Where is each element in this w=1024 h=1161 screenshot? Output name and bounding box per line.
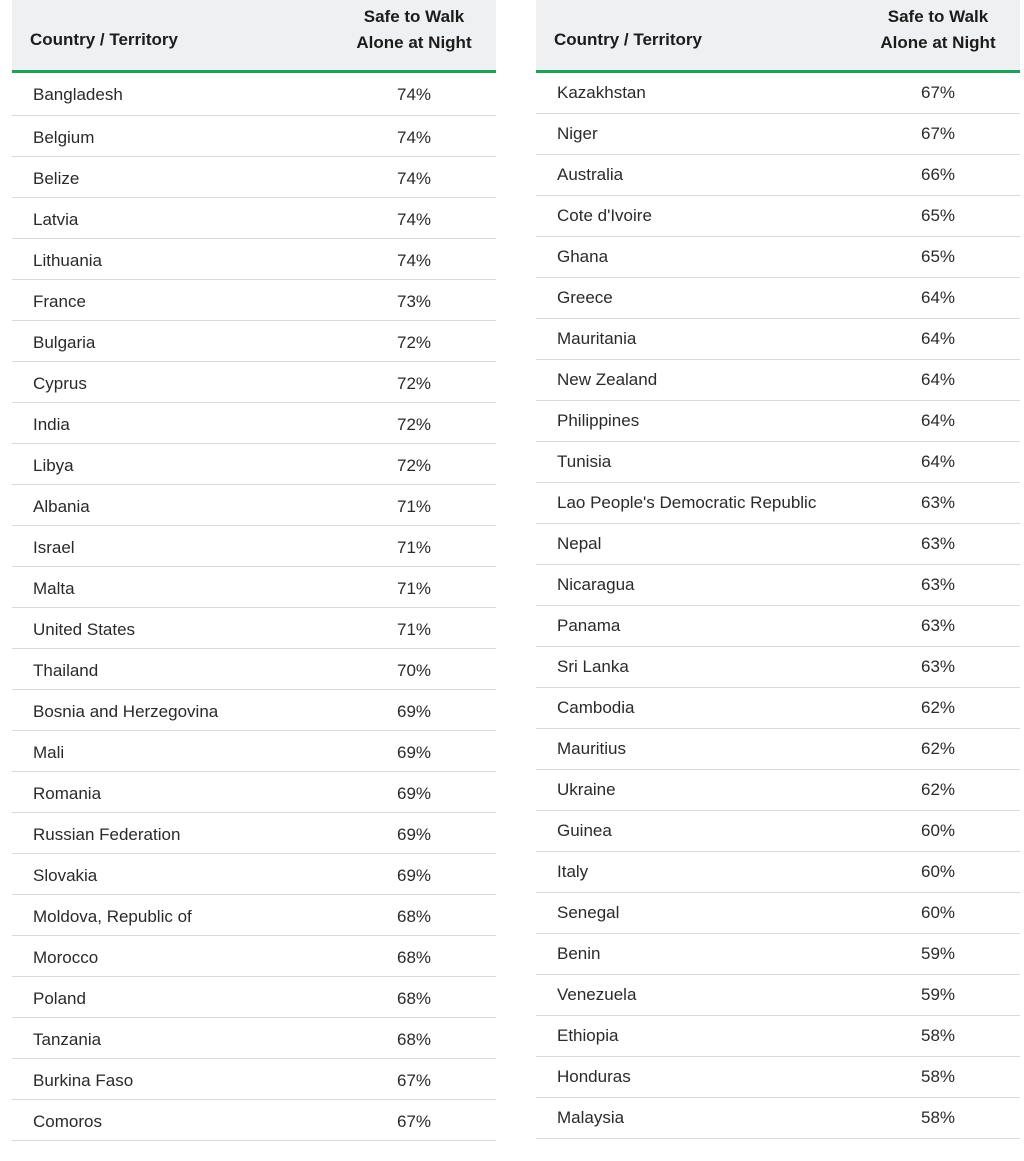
safety-value-cell: 68%: [396, 989, 432, 1008]
safety-value-cell: 63%: [920, 534, 956, 553]
country-cell: Mauritania: [557, 329, 637, 348]
table-row: [536, 1057, 1020, 1098]
table-row: [536, 360, 1020, 401]
table-row: [536, 196, 1020, 237]
safety-value-cell: 58%: [920, 1108, 956, 1127]
country-cell: Morocco: [33, 948, 99, 967]
safety-header-line2: Alone at Night: [880, 33, 996, 52]
left-table: [12, 0, 496, 1141]
table-row: [12, 116, 496, 157]
table-row: [536, 647, 1020, 688]
safety-value-cell: 60%: [920, 862, 956, 881]
country-cell: Israel: [33, 538, 75, 557]
safety-header-line2: Alone at Night: [356, 33, 472, 52]
safety-value-cell: 69%: [396, 702, 432, 721]
country-cell: Malta: [33, 579, 75, 598]
safety-value-cell: 71%: [396, 497, 432, 516]
country-column-header: Country / Territory: [30, 30, 178, 49]
country-cell: Australia: [557, 165, 624, 184]
safety-value-cell: 72%: [396, 374, 432, 393]
table-row: [12, 936, 496, 977]
country-cell: Mali: [33, 743, 65, 762]
safety-value-cell: 58%: [920, 1026, 956, 1045]
country-cell: Sri Lanka: [557, 657, 629, 676]
safety-value-cell: 73%: [396, 292, 432, 311]
table-row: [12, 854, 496, 895]
table-row: [12, 813, 496, 854]
table-row: [12, 362, 496, 403]
safety-value-cell: 67%: [920, 124, 956, 143]
table-row: [536, 524, 1020, 565]
country-cell: Nepal: [557, 534, 602, 553]
country-cell: Moldova, Republic of: [33, 907, 192, 926]
country-cell: Benin: [557, 944, 601, 963]
country-cell: Honduras: [557, 1067, 631, 1086]
safety-value-cell: 62%: [920, 698, 956, 717]
country-cell: Venezuela: [557, 985, 637, 1004]
table-row: [12, 649, 496, 690]
safety-value-cell: 67%: [920, 83, 956, 102]
safety-column-header: [328, 4, 500, 56]
country-cell: Greece: [557, 288, 613, 307]
country-cell: Philippines: [557, 411, 640, 430]
safety-header-line1: Safe to Walk: [887, 7, 989, 26]
country-cell: Slovakia: [33, 866, 98, 885]
safety-value-cell: 67%: [396, 1112, 432, 1131]
right-table-body: [536, 73, 1020, 1139]
safety-value-cell: 69%: [396, 784, 432, 803]
country-cell: Niger: [557, 124, 598, 143]
right-table-header: [536, 0, 1020, 73]
country-cell: Senegal: [557, 903, 620, 922]
safety-value-cell: 70%: [396, 661, 432, 680]
safety-value-cell: 60%: [920, 821, 956, 840]
country-cell: Belize: [33, 169, 80, 188]
safety-value-cell: 69%: [396, 825, 432, 844]
safety-value-cell: 59%: [920, 985, 956, 1004]
table-row: [536, 893, 1020, 934]
safety-column-header: [852, 4, 1024, 56]
table-row: [12, 73, 496, 116]
safety-value-cell: 68%: [396, 948, 432, 967]
safety-value-cell: 65%: [920, 247, 956, 266]
country-cell: Cambodia: [557, 698, 635, 717]
country-cell: Thailand: [33, 661, 99, 680]
safety-value-cell: 71%: [396, 579, 432, 598]
safety-value-cell: 68%: [396, 1030, 432, 1049]
table-row: [12, 1018, 496, 1059]
table-row: [536, 729, 1020, 770]
table-row: [536, 483, 1020, 524]
safety-value-cell: 65%: [920, 206, 956, 225]
table-row: [12, 239, 496, 280]
safety-value-cell: 74%: [396, 251, 432, 270]
country-cell: Nicaragua: [557, 575, 635, 594]
table-row: [12, 690, 496, 731]
table-row: [536, 934, 1020, 975]
country-cell: Comoros: [33, 1112, 102, 1131]
table-row: [536, 73, 1020, 114]
country-cell: India: [33, 415, 70, 434]
left-table-body: [12, 73, 496, 1141]
country-cell: Romania: [33, 784, 102, 803]
safety-value-cell: 64%: [920, 452, 956, 471]
table-row: [536, 606, 1020, 647]
country-cell: Albania: [33, 497, 90, 516]
country-cell: New Zealand: [557, 370, 658, 389]
table-row: [536, 688, 1020, 729]
safety-value-cell: 63%: [920, 657, 956, 676]
table-row: [536, 1098, 1020, 1139]
safety-value-cell: 68%: [396, 907, 432, 926]
country-cell: Russian Federation: [33, 825, 181, 844]
left-table-header: [12, 0, 496, 73]
table-row: [12, 731, 496, 772]
table-row: [536, 770, 1020, 811]
table-row: [536, 442, 1020, 483]
safety-value-cell: 72%: [396, 456, 432, 475]
country-cell: Burkina Faso: [33, 1071, 134, 1090]
safety-value-cell: 58%: [920, 1067, 956, 1086]
table-row: [12, 608, 496, 649]
country-cell: Belgium: [33, 128, 95, 147]
safety-value-cell: 72%: [396, 333, 432, 352]
table-row: [12, 198, 496, 239]
country-cell: Bangladesh: [33, 85, 123, 104]
country-cell: Kazakhstan: [557, 83, 646, 102]
table-row: [536, 565, 1020, 606]
country-cell: Poland: [33, 989, 86, 1008]
country-cell: France: [33, 292, 86, 311]
safety-value-cell: 63%: [920, 493, 956, 512]
safety-value-cell: 74%: [396, 128, 432, 147]
country-cell: Latvia: [33, 210, 79, 229]
country-cell: Lithuania: [33, 251, 103, 270]
country-cell: United States: [33, 620, 136, 639]
country-cell: Panama: [557, 616, 621, 635]
table-row: [12, 157, 496, 198]
country-column-header: Country / Territory: [554, 30, 702, 49]
table-row: [536, 811, 1020, 852]
country-cell: Malaysia: [557, 1108, 625, 1127]
safety-value-cell: 66%: [920, 165, 956, 184]
safety-value-cell: 67%: [396, 1071, 432, 1090]
safety-value-cell: 74%: [396, 85, 432, 104]
table-row: [12, 977, 496, 1018]
country-cell: Cyprus: [33, 374, 87, 393]
table-row: [536, 155, 1020, 196]
country-cell: Ethiopia: [557, 1026, 619, 1045]
country-cell: Italy: [557, 862, 589, 881]
safety-value-cell: 74%: [396, 169, 432, 188]
table-row: [12, 403, 496, 444]
safety-value-cell: 63%: [920, 575, 956, 594]
safety-value-cell: 71%: [396, 538, 432, 557]
table-row: [536, 319, 1020, 360]
table-row: [12, 567, 496, 608]
safety-value-cell: 64%: [920, 370, 956, 389]
safety-value-cell: 59%: [920, 944, 956, 963]
safety-value-cell: 63%: [920, 616, 956, 635]
table-row: [536, 852, 1020, 893]
table-row: [12, 321, 496, 362]
country-cell: Bulgaria: [33, 333, 96, 352]
country-cell: Cote d'Ivoire: [557, 206, 652, 225]
table-row: [12, 280, 496, 321]
table-row: [12, 485, 496, 526]
country-cell: Lao People's Democratic Republic: [557, 493, 817, 512]
country-cell: Libya: [33, 456, 74, 475]
safety-value-cell: 62%: [920, 739, 956, 758]
country-cell: Tunisia: [557, 452, 612, 471]
safety-value-cell: 69%: [396, 743, 432, 762]
table-row: [12, 526, 496, 567]
table-row: [536, 975, 1020, 1016]
table-row: [12, 1100, 496, 1141]
safety-value-cell: 64%: [920, 329, 956, 348]
table-row: [536, 278, 1020, 319]
safety-value-cell: 71%: [396, 620, 432, 639]
country-cell: Bosnia and Herzegovina: [33, 702, 219, 721]
safety-value-cell: 69%: [396, 866, 432, 885]
safety-value-cell: 60%: [920, 903, 956, 922]
right-table: [536, 0, 1020, 1139]
safety-value-cell: 64%: [920, 411, 956, 430]
country-cell: Mauritius: [557, 739, 626, 758]
country-cell: Ukraine: [557, 780, 616, 799]
country-cell: Ghana: [557, 247, 609, 266]
table-row: [12, 444, 496, 485]
table-row: [12, 772, 496, 813]
safety-value-cell: 64%: [920, 288, 956, 307]
safety-value-cell: 62%: [920, 780, 956, 799]
table-row: [536, 1016, 1020, 1057]
country-cell: Guinea: [557, 821, 612, 840]
safety-value-cell: 74%: [396, 210, 432, 229]
table-row: [536, 401, 1020, 442]
table-row: [12, 1059, 496, 1100]
country-cell: Tanzania: [33, 1030, 102, 1049]
table-row: [12, 895, 496, 936]
safety-value-cell: 72%: [396, 415, 432, 434]
table-row: [536, 114, 1020, 155]
safety-header-line1: Safe to Walk: [363, 7, 465, 26]
table-row: [536, 237, 1020, 278]
